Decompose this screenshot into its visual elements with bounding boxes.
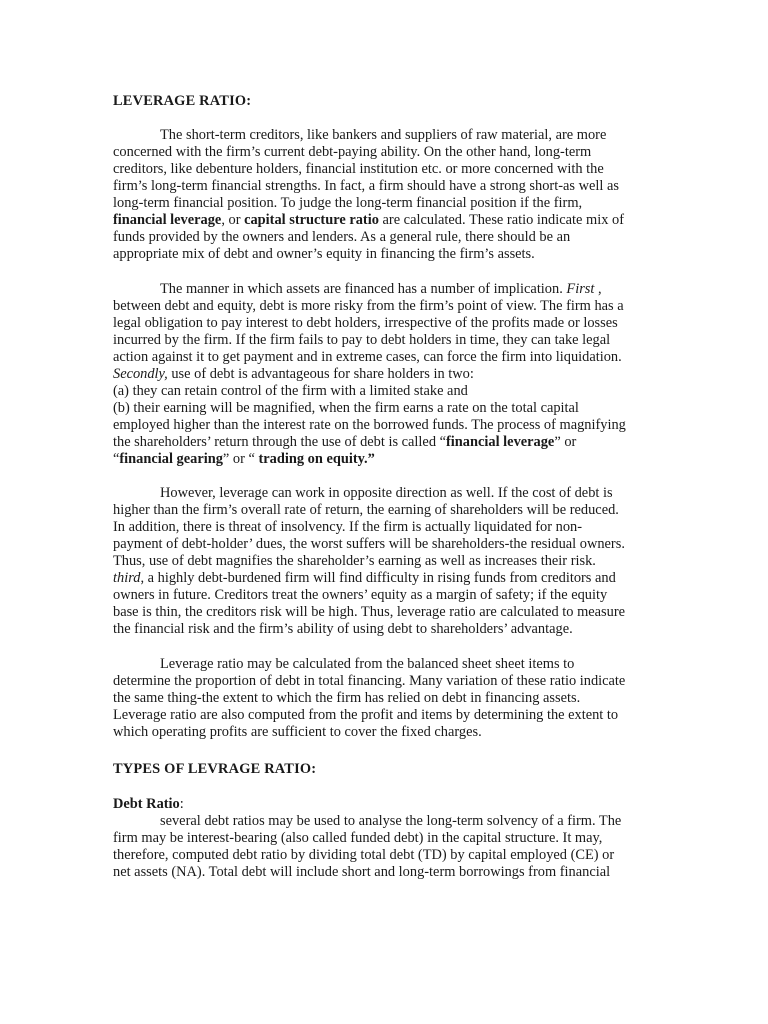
term-trading-on-equity: trading on equity.” [258,451,375,467]
paragraph-2-line: between debt and equity, debt is more risky from the firm’s point of view. The firm has a [113,298,624,314]
paragraph-5-line: several debt ratios may be used to analyse the long-term solvency of a firm. The [160,813,622,829]
paragraph-2-line: Secondly, use of debt is advantageous for share holders in two: [113,366,474,382]
paragraph-1-line: appropriate mix of debt and owner’s equity in financing the firm’s assets. [113,246,535,262]
paragraph-1-line: long-term financial position. To judge the long-term financial position if the firm, [113,195,583,211]
paragraph-4-line: Leverage ratio are also computed from the profit and items by determining the extent to [113,707,619,723]
paragraph-2-line: employed higher than the interest rate on the borrowed funds. The process of magnifying [113,417,626,433]
paragraph-2-line: (a) they can retain control of the firm with a limited stake and [113,383,468,399]
paragraph-3-line: However, leverage can work in opposite direction as well. If the cost of debt is [160,485,613,501]
paragraph-5-line: firm may be interest-bearing (also called funded debt) in the capital structure. It may, [113,830,603,846]
paragraph-3-line: Thus, use of debt magnifies the shareholder’s earning as well as increases their risk. [113,553,596,569]
paragraph-4-line: which operating profits are sufficient to cover the fixed charges. [113,724,482,740]
paragraph-4-line: determine the proportion of debt in total financing. Many variation of these ratio indicate [113,673,626,689]
term-capital-structure-ratio: capital structure ratio [244,212,379,228]
paragraph-2-line: The manner in which assets are financed has a number of implication. First , [160,281,602,297]
term-financial-leverage: financial leverage [446,434,555,450]
emphasis-first: First [566,281,595,297]
paragraph-1-line: The short-term creditors, like bankers and suppliers of raw material, are more [160,127,607,143]
paragraph-3-line: higher than the firm’s overall rate of return, the earning of shareholders will be reduced. [113,502,619,518]
paragraph-1-line: concerned with the firm’s current debt-paying ability. On the other hand, long-term [113,144,592,160]
paragraph-4-line: the same thing-the extent to which the firm has relied on debt in financing assets. [113,690,581,706]
paragraph-2-line: incurred by the firm. If the firm fails to pay to debt holders in time, they can take legal [113,332,611,348]
paragraph-3-line: payment of debt-holder’ dues, the worst suffers will be shareholders-the residual owners. [113,536,625,552]
paragraph-4-line: Leverage ratio may be calculated from the balanced sheet sheet items to [160,656,575,672]
paragraph-2-line: the shareholders’ return through the use of debt is called “financial leverage” or [113,434,577,450]
paragraph-3-line: base is thin, the creditors risk will be high. Thus, leverage ratio are calculated to measure [113,604,626,620]
paragraph-2-line: “financial gearing” or “ trading on equity.” [113,451,375,467]
emphasis-secondly: Secondly, [113,366,168,382]
section-heading-types-of-leverage-ratio: TYPES OF LEVRAGE RATIO: [113,761,317,777]
paragraph-3-line: the financial risk and the firm’s ability of using debt to shareholders’ advantage. [113,621,573,637]
paragraph-1-line: financial leverage, or capital structure ratio are calculated. These ratio indicate mix of [113,212,624,228]
emphasis-third: third [113,570,141,586]
paragraph-5-line: therefore, computed debt ratio by dividing total debt (TD) by capital employed (CE) or [113,847,615,863]
paragraph-3-line: In addition, there is threat of insolvency. If the firm is actually liquidated for non- [113,519,583,535]
paragraph-2-line: action against it to get payment and in extreme cases, can force the firm into liquidation. [113,349,622,365]
paragraph-2-line: legal obligation to pay interest to debt holders, irrespective of the profits made or losses [113,315,618,331]
paragraph-1-line: firm’s long-term financial strengths. In fact, a firm should have a strong short-as well as [113,178,619,194]
paragraph-5-line: net assets (NA). Total debt will include short and long-term borrowings from financial [113,864,611,880]
term-financial-gearing: financial gearing [119,451,223,467]
paragraph-1-line: funds provided by the owners and lenders. As a general rule, there should be an [113,229,571,245]
paragraph-3-line: third, a highly debt-burdened firm will find difficulty in rising funds from creditors and [113,570,616,586]
section-heading-leverage-ratio: LEVERAGE RATIO: [113,93,252,109]
paragraph-2-line: (b) their earning will be magnified, when the firm earns a rate on the total capital [113,400,579,416]
paragraph-3-line: owners in future. Creditors treat the owners’ equity as a margin of safety; if the equity [113,587,608,603]
subheading-debt-ratio: Debt Ratio: [113,796,184,812]
paragraph-1-line: creditors, like debenture holders, financial institution etc. or more concerned with the [113,161,604,177]
term-financial-leverage: financial leverage [113,212,222,228]
